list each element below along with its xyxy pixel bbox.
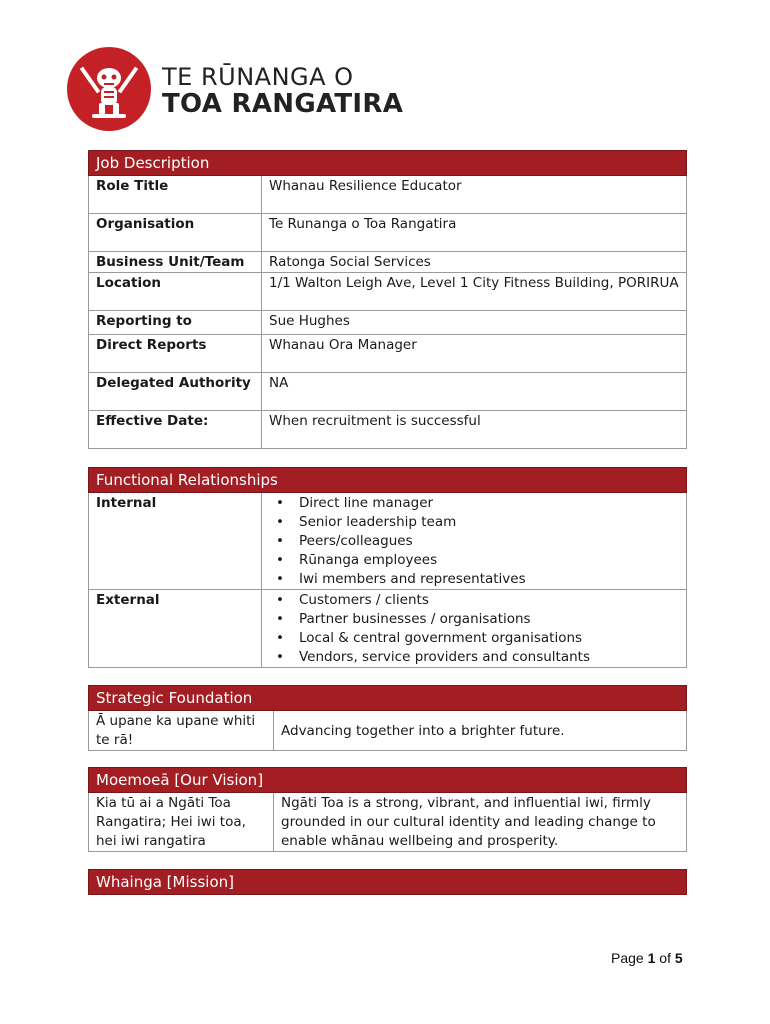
list-item: • Local & central government organisations [299, 629, 679, 648]
internal-list-cell [262, 493, 687, 590]
vision-table [88, 767, 687, 852]
organisation-logo [66, 47, 486, 131]
list-item: • Vendors, service providers and consultants [299, 648, 679, 667]
carved-figure-emblem-icon [66, 47, 152, 131]
location-value: 1/1 Walton Leigh Ave, Level 1 City Fitness Building, PORIRUA [262, 273, 687, 311]
list-item: • Iwi members and representatives [299, 570, 679, 589]
effective-date-value: When recruitment is successful [262, 411, 687, 449]
vision-english-text: Ngāti Toa is a strong, vibrant, and influential iwi, firmly grounded in our cultural identity and leading change to enable whānau wellbeing and prosperity. [274, 793, 687, 852]
effective-date-label: Effective Date: [89, 411, 262, 449]
business-unit-label: Business Unit/Team [89, 252, 262, 273]
organisation-label: Organisation [89, 214, 262, 252]
page-number [611, 950, 683, 966]
page-word: Page [611, 950, 644, 966]
external-list-cell [262, 590, 687, 668]
functional-relationships-table [88, 467, 687, 668]
strategic-foundation-table [88, 685, 687, 751]
delegated-authority-value: NA [262, 373, 687, 411]
logo-text-line2: TOA RANGATIRA [162, 89, 404, 119]
mission-header: Whainga [Mission] [89, 870, 687, 895]
business-unit-value: Ratonga Social Services [262, 252, 687, 273]
direct-reports-label: Direct Reports [89, 335, 262, 373]
list-item: • Peers/colleagues [299, 532, 679, 551]
reporting-to-label: Reporting to [89, 311, 262, 335]
job-description-table [88, 150, 687, 449]
delegated-authority-label: Delegated Authority [89, 373, 262, 411]
external-label: External [89, 590, 262, 668]
total-pages: 5 [674, 950, 683, 966]
role-title-value: Whanau Resilience Educator [262, 176, 687, 214]
list-item: • Customers / clients [299, 591, 679, 610]
internal-list [269, 494, 679, 589]
role-title-label: Role Title [89, 176, 262, 214]
list-item: • Rūnanga employees [299, 551, 679, 570]
logo-text-line1: TE RŪNANGA O [162, 63, 354, 91]
location-label: Location [89, 273, 262, 311]
vision-maori-text: Kia tū ai a Ngāti Toa Rangatira; Hei iwi toa, hei iwi rangatira [89, 793, 274, 852]
list-item: • Senior leadership team [299, 513, 679, 532]
organisation-value: Te Runanga o Toa Rangatira [262, 214, 687, 252]
current-page: 1 [647, 950, 656, 966]
reporting-to-value: Sue Hughes [262, 311, 687, 335]
vision-header: Moemoeā [Our Vision] [89, 768, 687, 793]
strategic-statement: Advancing together into a brighter future. [274, 711, 687, 751]
list-item: • Direct line manager [299, 494, 679, 513]
of-word: of [659, 950, 671, 966]
strategic-foundation-header: Strategic Foundation [89, 686, 687, 711]
direct-reports-value: Whanau Ora Manager [262, 335, 687, 373]
functional-relationships-header: Functional Relationships [89, 468, 687, 493]
strategic-whakatauki: Ā upane ka upane whiti te rā! [89, 711, 274, 751]
job-description-header: Job Description [89, 151, 687, 176]
external-list [269, 591, 679, 667]
internal-label: Internal [89, 493, 262, 590]
list-item: • Partner businesses / organisations [299, 610, 679, 629]
mission-table [88, 869, 687, 895]
